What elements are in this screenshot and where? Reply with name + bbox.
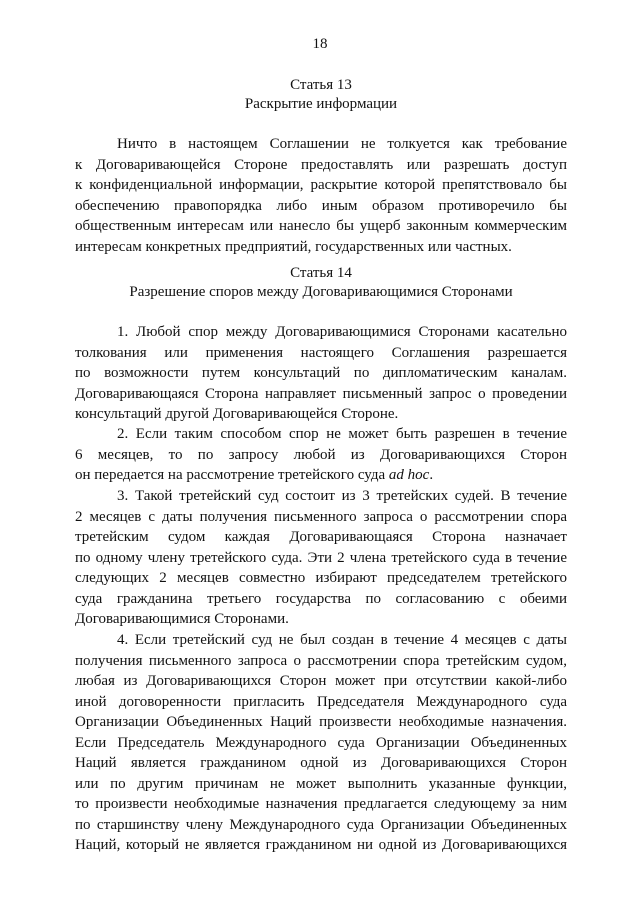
text-line: Договаривающимися Сторонами. [75, 611, 289, 627]
article-14-paragraph-1 [75, 322, 567, 425]
article-14-paragraph-4 [75, 630, 567, 856]
text-line: 2 месяцев с даты получения письменного запроса о рассмотрении спора [75, 508, 567, 525]
text-line: то произвести необходимые назначения предлагается следующему за ним [75, 796, 567, 812]
text-line: Наций является гражданином одной из Договаривающихся Сторон [75, 755, 567, 771]
article-13-number: Статья 13 [290, 77, 352, 93]
text-line: Организации Объединенных Наций произвести необходимые назначения. [75, 714, 567, 730]
article-13-heading [60, 76, 582, 114]
article-14-heading [60, 264, 582, 302]
article-14-title: Разрешение споров между Договаривающимися Сторонами [129, 284, 513, 300]
text-line: или по другим причинам не может выполнить указанные функции, [75, 775, 567, 792]
text-line: 1. Любой спор между Договаривающимися Сторонами касательно [117, 324, 567, 340]
text-line: консультаций другой Договаривающейся Стороне. [75, 406, 399, 422]
text-line: по одному члену третейского суда. Эти 2 члена третейского суда в течение [75, 549, 567, 566]
text-line: получения письменного запроса о рассмотрении спора третейским судом, [75, 652, 567, 669]
text-line: суда гражданина третьего государства по согласованию с обеими [75, 590, 567, 607]
text-line: к Договаривающейся Стороне предоставлять или разрешать доступ [75, 156, 567, 173]
italic-term: ad hoc [388, 467, 430, 483]
text-line: Наций, который не является гражданином ни одной из Договаривающихся [75, 837, 567, 853]
text-line: общественным интересам или нанесло бы ущерб законным коммерческим [75, 218, 567, 234]
text-line: Договаривающаяся Сторона направляет письменный запрос о проведении [75, 385, 567, 402]
article-13-paragraph [75, 134, 567, 257]
text-line: Ничто в настоящем Соглашении не толкуется как требование [117, 136, 567, 152]
text-line: интересам конкретных предприятий, государственных или частных. [75, 238, 512, 255]
text-fragment: он передается на рассмотрение третейского суда [75, 467, 389, 483]
text-line: 4. Если третейский суд не был создан в течение 4 месяцев с даты [117, 632, 567, 648]
text-line: к конфиденциальной информации, раскрытие которой препятствовало бы [75, 177, 567, 193]
text-line: следующих 2 месяцев совместно избирают председателем третейского [75, 570, 567, 586]
text-line: по старшинству члену Международного суда Организации Объединенных [75, 816, 567, 833]
text-line: иной договоренности пригласить Председателя Международного суда [75, 693, 567, 710]
text-line: 3. Такой третейский суд состоит из 3 третейских судей. В течение [117, 488, 567, 504]
article-13-title: Раскрытие информации [244, 96, 398, 112]
page-number: 18 [312, 36, 328, 52]
text-fragment: . [429, 467, 434, 483]
article-14-paragraph-3 [75, 486, 567, 630]
text-line: любая из Договаривающихся Сторон может при отсутствии какой-либо [75, 673, 567, 689]
text-line: толкования или применения настоящего Соглашения разрешается [75, 344, 567, 361]
text-line: 2. Если таким способом спор не может быть разрешен в течение [117, 426, 567, 442]
text-line: третейским судом каждая Договаривающаяся Сторона назначает [75, 529, 567, 545]
text-line: по возможности путем консультаций по дипломатическим каналам. [75, 365, 567, 381]
text-line: Если Председатель Международного суда Организации Объединенных [75, 734, 567, 751]
text-line: обеспечению правопорядка либо иным образом противоречило бы [75, 197, 567, 214]
text-line: 6 месяцев, то по запросу любой из Договаривающихся Сторон [75, 446, 567, 463]
article-14-paragraph-2 [75, 424, 567, 486]
article-14-number: Статья 14 [290, 265, 352, 281]
text-line [75, 465, 567, 486]
